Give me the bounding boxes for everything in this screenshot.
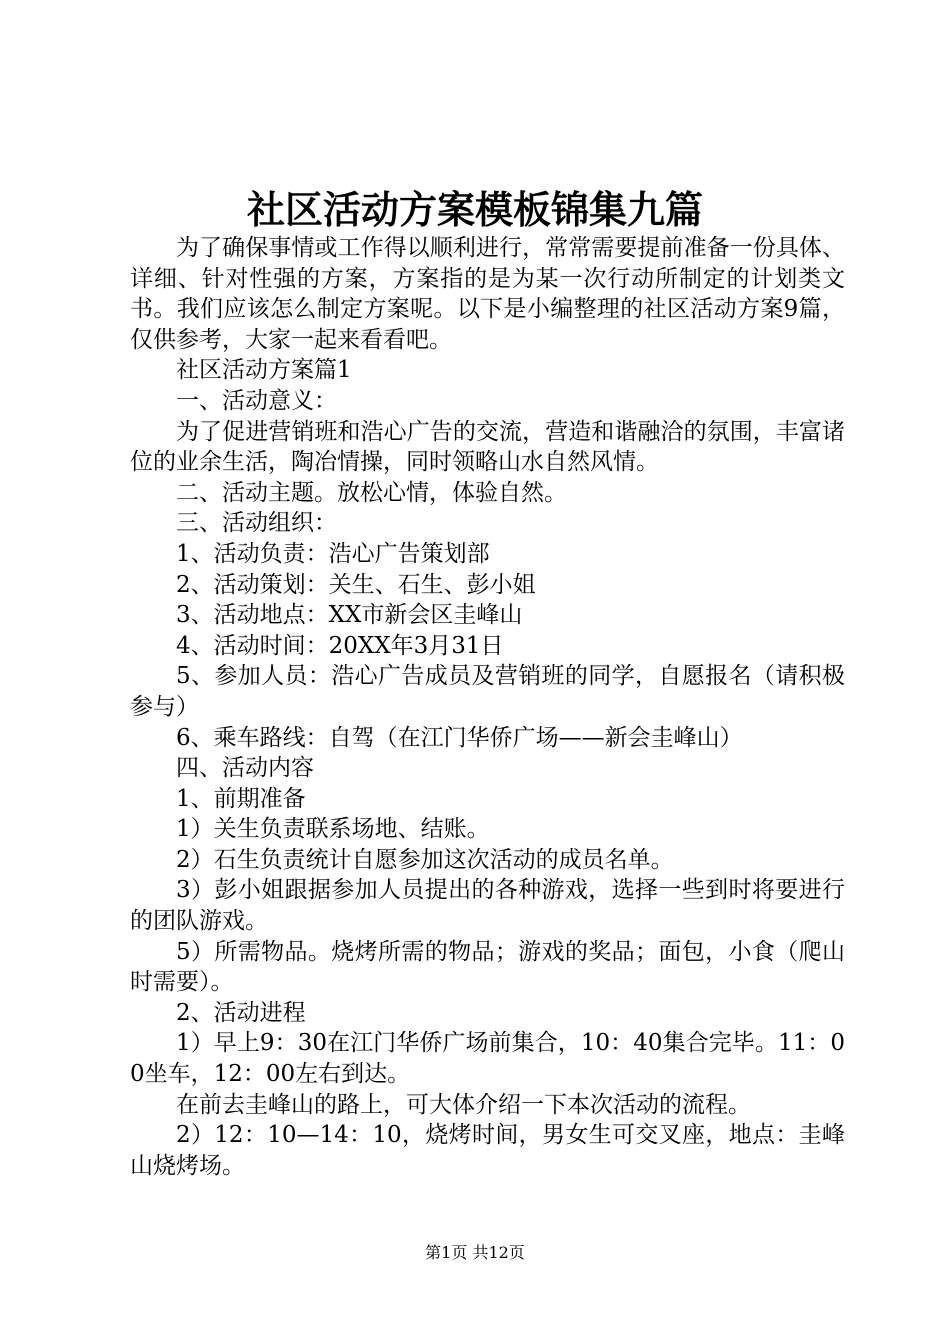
paragraph: 1）关生负责联系场地、结账。 bbox=[176, 816, 490, 843]
paragraph: 5）所需物品。烧烤所需的物品；游戏的奖品；面包，小食（爬山时需要）。 bbox=[130, 938, 845, 996]
paragraph: 1）早上9：30在江门华侨广场前集合，10：40集合完毕。11：00坐车，12：00左右到达。 bbox=[130, 1030, 845, 1088]
paragraph: 四、活动内容 bbox=[176, 755, 314, 782]
document-body bbox=[130, 233, 845, 1181]
paragraph: 三、活动组织： bbox=[176, 510, 337, 537]
paragraph: 1、前期准备 bbox=[176, 785, 306, 812]
paragraph: 5、参加人员：浩心广告成员及营销班的同学，自愿报名（请积极参与） bbox=[130, 663, 845, 720]
paragraph: 1、活动负责：浩心广告策划部 bbox=[176, 540, 490, 567]
document-title: 社区活动方案模板锦集九篇 bbox=[246, 187, 703, 232]
paragraph: 4、活动时间：20XX年3月31日 bbox=[176, 632, 504, 659]
paragraph: 为了促进营销班和浩心广告的交流，营造和谐融洽的氛围，丰富诸位的业余生活，陶冶情操，同时领略山水自然风情。 bbox=[130, 418, 845, 476]
paragraph: 二、活动主题。放松心情，体验自然。 bbox=[176, 479, 567, 506]
paragraph: 2、活动进程 bbox=[176, 999, 306, 1026]
paragraph: 一、活动意义： bbox=[176, 387, 337, 414]
paragraph-section-heading: 社区活动方案篇1 bbox=[176, 357, 352, 384]
paragraph: 2）12：10—14：10，烧烤时间，男女生可交叉座，地点：圭峰山烧烤场。 bbox=[130, 1122, 845, 1179]
paragraph: 2）石生负责统计自愿参加这次活动的成员名单。 bbox=[176, 846, 674, 873]
paragraph: 2、活动策划：关生、石生、彭小姐 bbox=[176, 571, 536, 598]
paragraph: 在前去圭峰山的路上，可大体介绍一下本次活动的流程。 bbox=[176, 1091, 751, 1118]
page-footer: 第1页 共12页 bbox=[425, 1243, 525, 1262]
paragraph: 6、乘车路线：自驾（在江门华侨广场——新会圭峰山） bbox=[176, 724, 743, 751]
paragraph-intro: 为了确保事情或工作得以顺利进行，常常需要提前准备一份具体、详细、针对性强的方案，方案指的是为某一次行动所制定的计划类文书。我们应该怎么制定方案呢。以下是小编整理的社区活动方案9篇，仅供参考，大家一起来看看吧。 bbox=[130, 235, 845, 353]
paragraph: 3、活动地点：XX市新会区圭峰山 bbox=[176, 602, 523, 629]
paragraph: 3）彭小姐跟据参加人员提出的各种游戏，选择一些到时将要进行的团队游戏。 bbox=[130, 877, 845, 935]
